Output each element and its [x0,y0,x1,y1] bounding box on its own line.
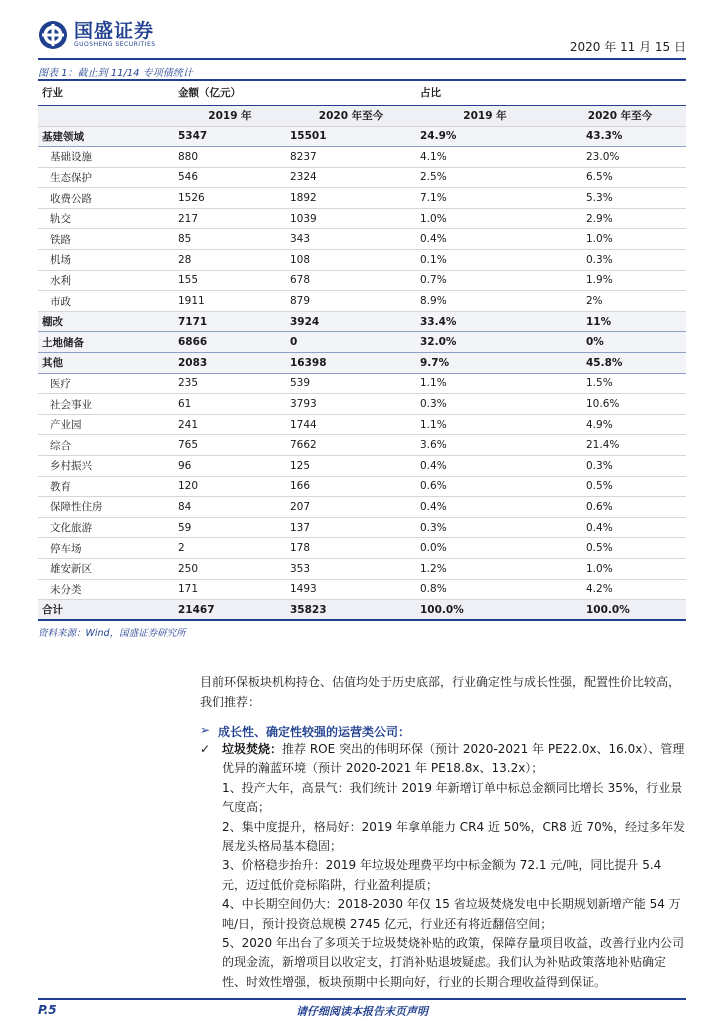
row-industry: 轨交 [38,208,174,229]
special-bond-table [38,79,686,621]
table-row [38,476,686,497]
header-2020-amount: 2020 年至今 [286,105,416,126]
row-share-2020: 43.3% [554,126,686,147]
row-share-2019: 4.1% [416,147,554,168]
header-2019-amount: 2019 年 [174,105,286,126]
waste-incineration-section [200,740,686,992]
table-row [38,147,686,168]
row-amount-2020: 3924 [286,311,416,332]
row-share-2019: 0.8% [416,579,554,600]
row-amount-2020: 207 [286,497,416,518]
recommendation-paragraph: 目前环保板块机构持仓、估值均处于历史底部，行业确定性与成长性强，配置性价比较高，我们推荐： [200,675,681,709]
row-share-2020: 1.0% [554,229,686,250]
row-share-2020: 0.5% [554,476,686,497]
row-share-2020: 0% [554,332,686,353]
row-industry: 基建领域 [38,126,174,147]
row-share-2020: 1.9% [554,270,686,291]
row-amount-2020: 2324 [286,167,416,188]
row-amount-2019: 59 [174,517,286,538]
row-industry: 雄安新区 [38,558,174,579]
table-row [38,558,686,579]
table-row [38,270,686,291]
row-share-2020: 4.9% [554,414,686,435]
row-amount-2019: 765 [174,435,286,456]
row-industry: 水利 [38,270,174,291]
row-industry: 教育 [38,476,174,497]
row-share-2019: 3.6% [416,435,554,456]
table-row [38,435,686,456]
row-share-2020: 1.5% [554,373,686,394]
row-amount-2020: 15501 [286,126,416,147]
row-amount-2020: 125 [286,456,416,477]
row-share-2019: 9.7% [416,353,554,374]
table-row [38,538,686,559]
row-industry: 棚改 [38,311,174,332]
table-row [38,208,686,229]
table-row [38,188,686,209]
row-share-2019: 0.6% [416,476,554,497]
table-row [38,579,686,600]
row-amount-2020: 7662 [286,435,416,456]
row-amount-2020: 16398 [286,353,416,374]
row-industry: 综合 [38,435,174,456]
row-share-2020: 10.6% [554,394,686,415]
footer-divider [38,998,686,1000]
row-amount-2019: 235 [174,373,286,394]
row-amount-2019: 2 [174,538,286,559]
report-header [38,14,686,62]
row-amount-2020: 539 [286,373,416,394]
row-industry: 产业园 [38,414,174,435]
section-intro-text: 推荐 ROE 突出的伟明环保（预计 2020-2021 年 PE22.0x、16.0x）、管理优异的瀚蓝环境（预计 2020-2021 年 PE18.8x、13.2x）； [222,742,685,776]
analysis-point: 2、集中度提升，格局好：2019 年拿单能力 CR4 近 50%，CR8 近 70%，经过多年发展龙头格局基本稳固； [222,819,686,854]
analysis-point: 4、中长期空间仍大：2018-2030 年仅 15 省垃圾焚烧发电中长期规划新增产能 54 万吨/日，预计投资总规模 2745 亿元，行业还有将近翻倍空间； [222,897,681,931]
row-share-2019: 0.1% [416,250,554,271]
row-amount-2020: 1493 [286,579,416,600]
footer-disclaimer: 请仔细阅读本报告末页声明 [296,1005,428,1018]
row-industry: 合计 [38,600,174,621]
table-header-row-2 [38,105,686,126]
row-amount-2019: 85 [174,229,286,250]
logo-english-name: GUOSHENG SECURITIES [74,41,156,48]
row-share-2020: 23.0% [554,147,686,168]
row-share-2019: 32.0% [416,332,554,353]
row-amount-2019: 5347 [174,126,286,147]
row-amount-2020: 343 [286,229,416,250]
row-amount-2020: 35823 [286,600,416,621]
row-amount-2020: 1744 [286,414,416,435]
row-share-2019: 0.4% [416,229,554,250]
row-amount-2019: 155 [174,270,286,291]
row-share-2020: 0.3% [554,250,686,271]
row-share-2019: 2.5% [416,167,554,188]
row-amount-2019: 21467 [174,600,286,621]
row-share-2019: 0.4% [416,497,554,518]
section-title: 垃圾焚烧： [222,742,283,756]
row-amount-2019: 28 [174,250,286,271]
row-amount-2019: 1911 [174,291,286,312]
table-caption: 图表 1：截止到 11/14 专项债统计 [38,68,193,79]
row-amount-2019: 217 [174,208,286,229]
header-divider [38,58,686,60]
table-header-row-1 [38,81,686,105]
header-share-span [554,81,686,105]
table-row [38,229,686,250]
row-amount-2019: 7171 [174,311,286,332]
row-amount-2020: 1039 [286,208,416,229]
table-row [38,291,686,312]
row-industry: 市政 [38,291,174,312]
table-row [38,126,686,147]
row-amount-2020: 678 [286,270,416,291]
table-row [38,332,686,353]
header-amount: 金额（亿元） [174,81,286,105]
table-row [38,373,686,394]
header-industry: 行业 [38,81,174,105]
row-industry: 机场 [38,250,174,271]
section-intro [222,740,686,779]
row-share-2019: 1.1% [416,414,554,435]
header-amount-span [286,81,416,105]
row-share-2019: 0.3% [416,517,554,538]
checkmark-icon: ✓ [200,742,211,756]
row-industry: 其他 [38,353,174,374]
row-industry: 停车场 [38,538,174,559]
header-share: 占比 [416,81,554,105]
row-share-2020: 100.0% [554,600,686,621]
analysis-point: 5、2020 年出台了多项关于垃圾焚烧补贴的政策，保障存量项目收益，改善行业内公司的现金流，新增项目以收定支，打消补贴退坡疑虑。我们认为补贴政策落地补贴确定性、时效性增强，板块预期中长期向好，行业的长期合理收益得到保证。 [222,936,684,989]
row-industry: 医疗 [38,373,174,394]
row-share-2020: 6.5% [554,167,686,188]
row-amount-2019: 120 [174,476,286,497]
row-amount-2020: 3793 [286,394,416,415]
row-share-2019: 33.4% [416,311,554,332]
row-industry: 基础设施 [38,147,174,168]
row-amount-2020: 1892 [286,188,416,209]
header-blank [38,105,174,126]
row-share-2019: 8.9% [416,291,554,312]
row-industry: 文化旅游 [38,517,174,538]
row-industry: 铁路 [38,229,174,250]
bullet-heading [200,723,410,740]
row-share-2019: 1.0% [416,208,554,229]
guosheng-logo-icon [38,20,68,50]
row-amount-2020: 0 [286,332,416,353]
row-amount-2020: 8237 [286,147,416,168]
row-share-2020: 5.3% [554,188,686,209]
row-industry: 乡村振兴 [38,456,174,477]
header-2019-share: 2019 年 [416,105,554,126]
row-share-2019: 100.0% [416,600,554,621]
row-industry: 未分类 [38,579,174,600]
row-share-2019: 24.9% [416,126,554,147]
row-share-2019: 0.7% [416,270,554,291]
row-industry: 保障性住房 [38,497,174,518]
logo-chinese-name: 国盛证券 [74,20,155,42]
row-industry: 生态保护 [38,167,174,188]
row-amount-2020: 108 [286,250,416,271]
row-share-2020: 21.4% [554,435,686,456]
row-amount-2019: 880 [174,147,286,168]
table-row [38,497,686,518]
row-amount-2019: 2083 [174,353,286,374]
row-amount-2019: 250 [174,558,286,579]
page-number: P.5 [38,1003,57,1017]
row-share-2020: 45.8% [554,353,686,374]
row-amount-2020: 137 [286,517,416,538]
row-share-2020: 2% [554,291,686,312]
table-row [38,414,686,435]
row-share-2019: 7.1% [416,188,554,209]
row-amount-2020: 353 [286,558,416,579]
row-share-2019: 0.0% [416,538,554,559]
row-amount-2020: 879 [286,291,416,312]
row-amount-2019: 84 [174,497,286,518]
table-row [38,353,686,374]
row-amount-2019: 6866 [174,332,286,353]
row-share-2020: 0.4% [554,517,686,538]
row-amount-2019: 546 [174,167,286,188]
header-2020-share: 2020 年至今 [554,105,686,126]
row-share-2020: 0.6% [554,497,686,518]
row-share-2020: 4.2% [554,579,686,600]
row-amount-2019: 171 [174,579,286,600]
table-row [38,250,686,271]
company-logo [38,20,156,50]
row-share-2019: 1.2% [416,558,554,579]
row-amount-2019: 1526 [174,188,286,209]
table-row [38,456,686,477]
table-row [38,517,686,538]
row-share-2020: 11% [554,311,686,332]
row-share-2020: 0.3% [554,456,686,477]
row-amount-2019: 96 [174,456,286,477]
table-source: 资料来源：Wind，国盛证券研究所 [38,628,186,639]
row-amount-2020: 178 [286,538,416,559]
row-share-2020: 2.9% [554,208,686,229]
report-date: 2020 年 11 月 15 日 [569,40,686,54]
row-share-2019: 0.3% [416,394,554,415]
row-industry: 社会事业 [38,394,174,415]
table-row [38,311,686,332]
row-amount-2019: 241 [174,414,286,435]
row-industry: 收费公路 [38,188,174,209]
table-row [38,600,686,621]
arrow-bullet-icon: ➢ [200,723,211,737]
bullet-heading-text: 成长性、确定性较强的运营类公司： [218,725,411,739]
row-share-2020: 1.0% [554,558,686,579]
row-industry: 土地储备 [38,332,174,353]
row-share-2020: 0.5% [554,538,686,559]
row-amount-2020: 166 [286,476,416,497]
table-row [38,394,686,415]
row-share-2019: 1.1% [416,373,554,394]
analysis-point: 1、投产大年，高景气：我们统计 2019 年新增订单中标总金额同比增长 35%，行业景气度高； [222,780,683,815]
row-amount-2019: 61 [174,394,286,415]
table-row [38,167,686,188]
analysis-point: 3、价格稳步抬升：2019 年垃圾处理费平均中标金额为 72.1 元/吨，同比提升 5.4 元，迈过低价竞标陷阱，行业盈利提质； [222,858,662,892]
row-share-2019: 0.4% [416,456,554,477]
